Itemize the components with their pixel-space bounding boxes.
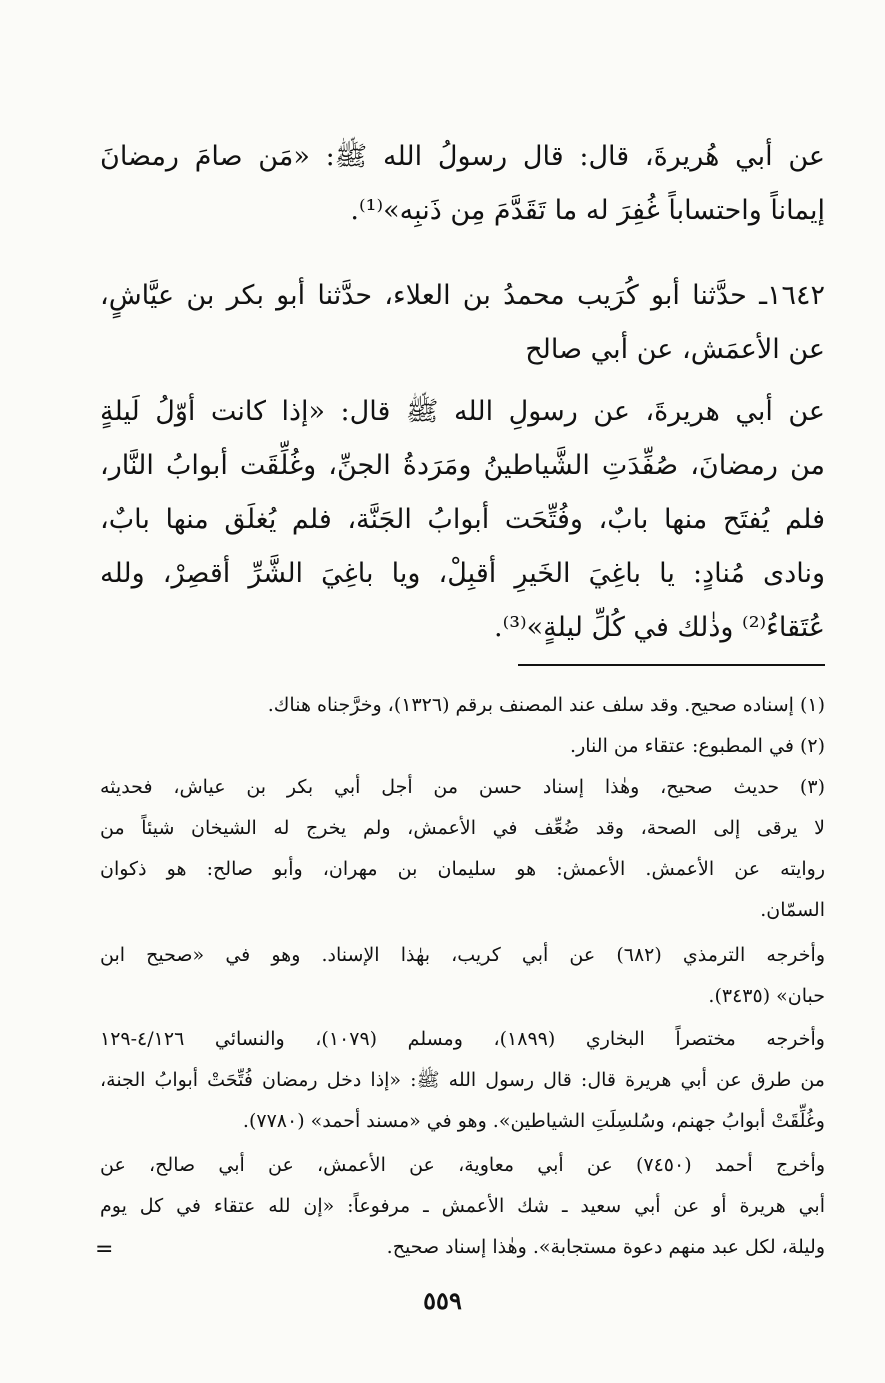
hadith-paragraph-3 (100, 385, 825, 655)
footnote-3-bukhari (100, 1019, 825, 1142)
hadith-paragraph-2 (100, 269, 825, 377)
footnote-line: وأخرجه الترمذي (٦٨٢) عن أبي كريب، بهٰذا الإسناد. وهو في «صحيح ابن (100, 944, 825, 966)
footnote-line: (٢) في المطبوع: عتقاء من النار. (570, 735, 825, 757)
text-line: عن أبي هُريرةَ، قال: قال رسولُ الله ﷺ: «مَن صامَ رمضانَ (100, 141, 825, 172)
footnote-3 (100, 767, 825, 931)
footnote-line: وغُلِّقَتْ أبوابُ جهنم، وسُلسِلَتِ الشياطين». وهو في «مسند أحمد» (٧٧٨٠). (242, 1110, 825, 1132)
text-line: ١٦٤٢ـ حدَّثنا أبو كُرَيب محمدُ بن العلاء، حدَّثنا أبو بكر بن عيَّاشٍ، (100, 280, 825, 311)
text-line: فلم يُفتَح منها بابٌ، وفُتِّحَت أبوابُ الجَنَّة، فلم يُغلَق منها بابٌ، (100, 504, 825, 535)
page-number: ٥٥٩ (423, 1286, 462, 1315)
footnote-line: روايته عن الأعمش. الأعمش: هو سليمان بن مهران، وأبو صالح: هو ذكوان (100, 858, 825, 880)
text-line: إيماناً واحتساباً غُفِرَ له ما تَقَدَّمَ مِن ذَنبِه»⁽¹⁾. (350, 195, 825, 226)
footnote-line: وأخرج أحمد (٧٤٥٠) عن أبي معاوية، عن الأعمش، عن أبي صالح، عن (100, 1154, 825, 1176)
footnote-line: السمّان. (760, 899, 825, 921)
footnote-line: حبان» (٣٤٣٥). (708, 985, 825, 1007)
text-line: عن أبي هريرةَ، عن رسولِ الله ﷺ قال: «إذا كانت أوّلُ لَيلةٍ (100, 396, 825, 427)
continuation-mark: = (95, 1237, 114, 1262)
footnote-1 (100, 685, 825, 726)
text-line: من رمضانَ، صُفِّدَتِ الشَّياطينُ ومَرَدةُ الجنِّ، وغُلِّقَت أبوابُ النَّار، (100, 450, 825, 481)
footnote-line: من طرق عن أبي هريرة قال: قال رسول الله ﷺ: «إذا دخل رمضان فُتِّحَتْ أبوابُ الجنة، (100, 1069, 825, 1091)
footnote-line: (١) إسناده صحيح. وقد سلف عند المصنف برقم (١٣٢٦)، وخرَّجناه هناك. (267, 694, 825, 716)
footnote-2 (100, 726, 825, 767)
text-line: عن الأعمَش، عن أبي صالح (525, 334, 825, 365)
footnote-divider (518, 664, 825, 666)
footnote-line: وليلة، لكل عبد منهم دعوة مستجابة». وهٰذا إسناد صحيح. (386, 1236, 825, 1258)
footnote-3-ahmad (100, 1145, 825, 1268)
footnote-line: (٣) حديث صحيح، وهٰذا إسناد حسن من أجل أبي بكر بن عياش، فحديثه (100, 776, 825, 798)
text-line: عُتَقاءُ⁽²⁾ وذٰلك في كُلِّ ليلةٍ»⁽³⁾. (493, 612, 825, 643)
footnote-line: لا يرقى إلى الصحة، وقد ضُعِّف في الأعمش، ولم يخرج له الشيخان شيئاً من (100, 817, 825, 839)
footnote-3-tirmidhi (100, 935, 825, 1017)
footnote-line: أبي هريرة أو عن أبي سعيد ـ شك الأعمش ـ مرفوعاً: «إن لله عتقاء في كل يوم (100, 1195, 825, 1217)
text-line: ونادى مُنادٍ: يا باغِيَ الخَيرِ أقبِلْ، ويا باغِيَ الشَّرِّ أقصِرْ، ولله (100, 558, 825, 589)
footnote-line: وأخرجه مختصراً البخاري (١٨٩٩)، ومسلم (١٠٧٩)، والنسائي ٤/١٢٦-١٢٩ (100, 1028, 825, 1050)
hadith-paragraph-1 (100, 130, 825, 238)
